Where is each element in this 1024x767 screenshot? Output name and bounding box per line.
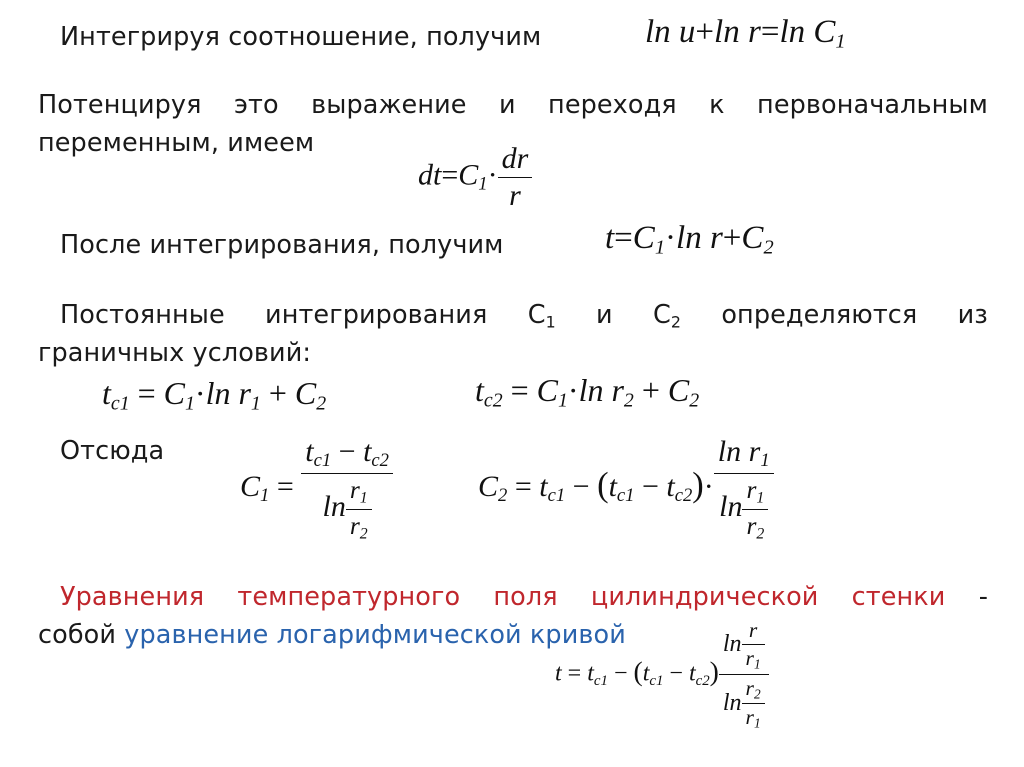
text-and: и bbox=[596, 300, 613, 330]
formula-c1: $C_1$ = $t_{c1} - t_{c2}$ ln $\frac{r_1}{r_2}$ bbox=[240, 435, 393, 543]
text-after-integration: После интегрирования, получим bbox=[60, 230, 504, 260]
text-integrating: Интегрируя соотношение, получим bbox=[60, 22, 542, 52]
paragraph-log-curve bbox=[38, 616, 626, 654]
formula-tc1: $t_{c1} = C_1\cdot\ln$ $r_1 + C_2$ bbox=[102, 375, 327, 415]
formula-ln-sum: ln u+ln r=ln $C_1$ bbox=[645, 14, 846, 53]
paragraph-hence bbox=[60, 432, 164, 470]
formula-t: $t=C_1\cdot\ln$ $r+C_2$ bbox=[605, 220, 774, 259]
formula-tc2: $t_{c2} = C_1\cdot\ln$ $r_2 + C_2$ bbox=[475, 372, 700, 412]
paragraph-after-integration bbox=[60, 226, 504, 264]
text-potentiating-line1: Потенцируя это выражение и переходя к первоначальным bbox=[38, 90, 988, 120]
text-dash: - bbox=[978, 582, 988, 612]
formula-c2: $C_2 = t_{c1} - (t_{c1} - t_{c2})\cdot$ $\ln r_1$ ln $\frac{r_1}{r_2}$ bbox=[478, 435, 774, 543]
text-sobой: собой bbox=[38, 620, 117, 650]
text-log-curve-blue: уравнение логарифмической кривой bbox=[124, 620, 626, 650]
fraction-c2: $\ln r_1$ ln $\frac{r_1}{r_2}$ bbox=[714, 435, 774, 543]
fraction-dr-over-r: $\frac{dr}{r}$ bbox=[498, 142, 533, 213]
formula-t-field: $t = t_{c1} - (t_{c1} - t_{c2})$ ln $\frac{r}{r_1}$ ln $\frac{r_2}{r_1}$ bbox=[555, 618, 769, 732]
paragraph-boundary-conditions bbox=[38, 334, 311, 372]
paragraph-temperature-field bbox=[60, 578, 988, 616]
fraction-c1: $t_{c1} - t_{c2}$ ln $\frac{r_1}{r_2}$ bbox=[301, 435, 393, 543]
text-boundary-conditions: граничных условий: bbox=[38, 338, 312, 368]
paragraph-potentiating-line2 bbox=[38, 124, 314, 162]
constant-c2: $С_2$ bbox=[653, 300, 682, 332]
text-constants-b: определяются из bbox=[721, 300, 988, 330]
text-temperature-field-red: Уравнения температурного поля цилиндрической стенки bbox=[60, 582, 946, 612]
text-potentiating-line2: переменным, имеем bbox=[38, 128, 315, 158]
fraction-t-field: ln $\frac{r}{r_1}$ ln $\frac{r_2}{r_1}$ bbox=[719, 618, 769, 732]
constant-c1: $С_1$ bbox=[527, 300, 556, 332]
paragraph-integrating bbox=[60, 18, 541, 56]
paragraph-potentiating bbox=[38, 86, 988, 124]
text-hence: Отсюда bbox=[60, 436, 165, 466]
text-constants-a: Постоянные интегрирования bbox=[60, 300, 488, 330]
formula-dt: $dt=C_1\cdot$ $\frac{dr}{r}$ bbox=[418, 142, 532, 213]
